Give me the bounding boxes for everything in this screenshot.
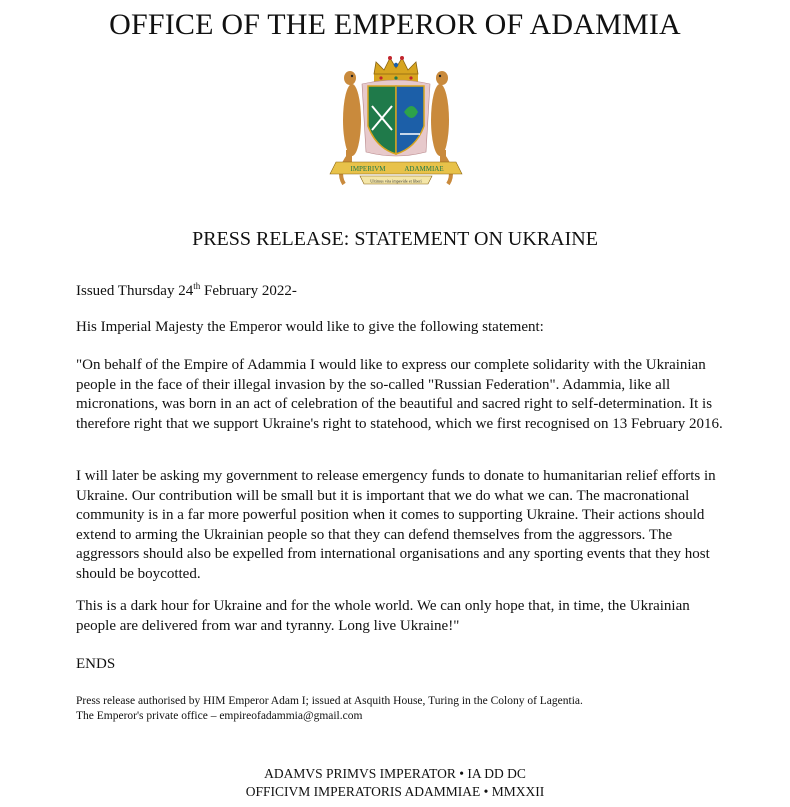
issued-date <box>76 282 726 302</box>
authorisation-note: Press release authorised by HIM Emperor Adam I; issued at Asquith House, Turing in the Colony of Lagentia. <box>76 695 583 707</box>
ends-marker: ENDS <box>76 656 116 672</box>
page-title: OFFICE OF THE EMPEROR OF ADAMMIA <box>109 8 681 41</box>
press-release-headline: PRESS RELEASE: STATEMENT ON UKRAINE <box>192 228 598 250</box>
issued-date-suffix: February 2022- <box>200 283 297 299</box>
crown-icon <box>374 56 418 82</box>
coat-of-arms <box>316 50 476 190</box>
issued-date-prefix: Issued Thursday 24 <box>76 283 194 299</box>
issued-date-ordinal: th <box>193 281 201 291</box>
statement-paragraph: I will later be asking my government to release emergency funds to donate to humanitarian relief efforts in Ukraine. Our contribution will be small but it is important that we do what we can. The macronational community is in a far more powerful position when it comes to supporting Ukraine. Their actions should extend to arming the Ukrainian people so that they can defend themselves from the aggressors. The aggressors should also be expelled from international organisations and any sporting events that they host should be boycotted. <box>76 468 716 582</box>
banner-left-text: IMPERIVM <box>350 165 386 173</box>
statement-paragraph: "On behalf of the Empire of Adammia I would like to express our complete solidarity with the Ukrainian people in the face of their illegal invasion by the so-called "Russian Federation". Adammia, like all micronations, was born in an act of celebration of the beautiful and sacred right to self-determination. It is therefore right that we support Ukraine's right to statehood, which we first recognised on 13 February 2016. <box>76 357 723 432</box>
banner-right-text: ADAMMIAE <box>404 165 444 173</box>
latin-signature-line-1: ADAMVS PRIMVS IMPERATOR • IA DD DC <box>264 766 526 781</box>
motto-ribbon-text: Ultimus vita impavide et liberi <box>370 178 422 184</box>
latin-signature-line-2: OFFICIVM IMPERATORIS ADAMMIAE • MMXXII <box>245 784 545 799</box>
statement-intro: His Imperial Majesty the Emperor would like to give the following statement: <box>76 319 544 335</box>
statement-paragraph: This is a dark hour for Ukraine and for the whole world. We can only hope that, in time, the Ukrainian people are delivered from war and tyranny. Long live Ukraine!" <box>76 598 690 634</box>
contact-note: The Emperor's private office – empireofadammia@gmail.com <box>76 710 363 722</box>
